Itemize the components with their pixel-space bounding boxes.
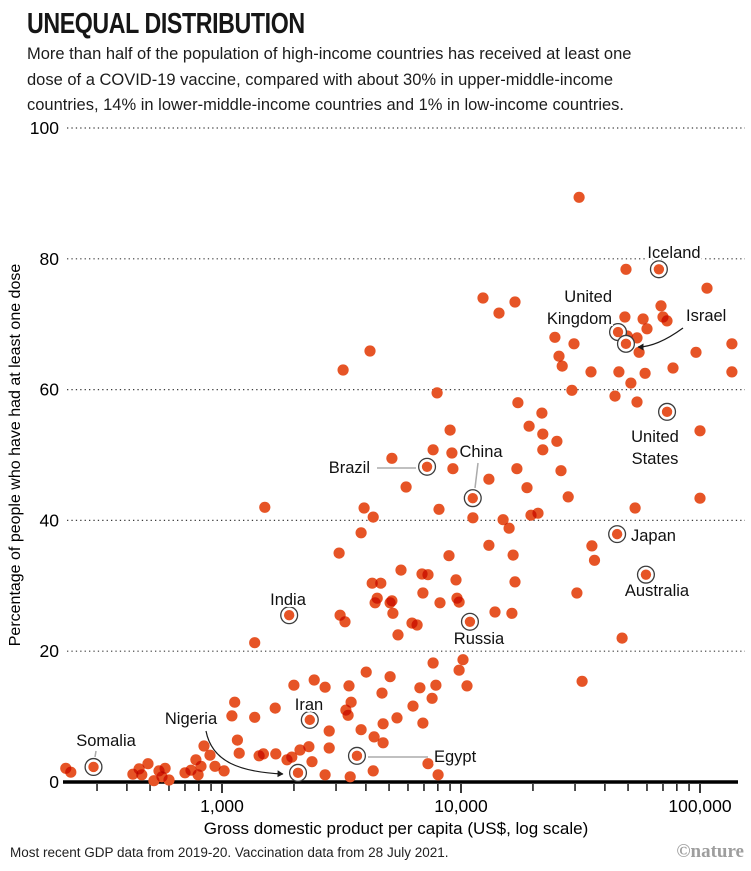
data-point — [428, 444, 439, 455]
data-point — [417, 718, 428, 729]
data-point — [445, 425, 456, 436]
data-point — [619, 311, 630, 322]
data-point — [160, 763, 171, 774]
data-point — [483, 474, 494, 485]
data-point — [613, 327, 623, 337]
data-point — [524, 421, 535, 432]
data-point — [387, 608, 398, 619]
data-point — [198, 740, 209, 751]
data-point — [447, 463, 458, 474]
data-point — [338, 364, 349, 375]
data-point — [270, 748, 281, 759]
data-point — [634, 347, 645, 358]
data-point — [585, 366, 596, 377]
data-point — [701, 283, 712, 294]
data-point — [506, 608, 517, 619]
data-point — [537, 444, 548, 455]
data-point — [726, 366, 737, 377]
data-point — [364, 345, 375, 356]
data-point — [334, 548, 345, 559]
data-point — [412, 619, 423, 630]
data-point — [204, 750, 215, 761]
data-point — [385, 671, 396, 682]
data-point — [640, 368, 651, 379]
country-label: China — [459, 443, 503, 461]
data-point — [258, 748, 269, 759]
data-point — [613, 366, 624, 377]
data-point — [422, 569, 433, 580]
data-point — [568, 338, 579, 349]
data-point — [537, 429, 548, 440]
data-point — [386, 453, 397, 464]
data-point — [504, 523, 515, 534]
labeled-points — [76, 244, 726, 781]
country-label: United — [564, 288, 612, 306]
data-point — [509, 296, 520, 307]
y-tick-label: 40 — [39, 510, 59, 531]
page-title: UNEQUAL DISTRIBUTION — [27, 8, 305, 40]
y-tick-label: 100 — [29, 118, 59, 138]
data-point — [375, 578, 386, 589]
data-point — [88, 762, 98, 772]
data-point — [136, 769, 147, 780]
data-point — [346, 697, 357, 708]
y-tick-label: 80 — [39, 248, 59, 269]
data-point — [655, 300, 666, 311]
data-point — [509, 576, 520, 587]
data-point — [320, 682, 331, 693]
data-point — [249, 637, 260, 648]
data-point — [345, 771, 356, 782]
data-point — [422, 758, 433, 769]
data-point — [378, 737, 389, 748]
country-label: Iran — [294, 696, 324, 714]
data-point — [309, 674, 320, 685]
data-point — [489, 606, 500, 617]
country-label: Iceland — [647, 244, 701, 262]
data-point — [589, 555, 600, 566]
data-point — [609, 391, 620, 402]
data-point — [356, 724, 367, 735]
data-point — [536, 408, 547, 419]
data-point — [641, 569, 651, 579]
data-point — [386, 595, 397, 606]
data-point — [549, 332, 560, 343]
data-point — [368, 511, 379, 522]
data-point — [249, 712, 260, 723]
data-point — [468, 493, 478, 503]
data-point — [343, 710, 354, 721]
data-point — [493, 308, 504, 319]
source-note: Most recent GDP data from 2019-20. Vaccination data from 28 July 2021. — [10, 845, 449, 860]
data-point — [339, 616, 350, 627]
data-point — [293, 768, 303, 778]
data-point — [511, 463, 522, 474]
country-label: Japan — [631, 527, 676, 545]
data-point — [401, 481, 412, 492]
data-point — [430, 680, 441, 691]
data-point — [563, 491, 574, 502]
data-point — [368, 765, 379, 776]
data-point — [586, 540, 597, 551]
data-point — [631, 396, 642, 407]
data-point — [654, 264, 664, 274]
data-point — [465, 617, 475, 627]
data-point — [343, 680, 354, 691]
data-point — [352, 751, 362, 761]
data-point — [694, 493, 705, 504]
data-point — [359, 502, 370, 513]
data-point — [555, 465, 566, 476]
data-point — [566, 385, 577, 396]
data-point — [428, 657, 439, 668]
data-point — [417, 587, 428, 598]
data-point — [454, 665, 465, 676]
data-point — [434, 597, 445, 608]
country-label: Australia — [624, 582, 690, 600]
y-tick-label: 0 — [49, 772, 59, 792]
data-point — [450, 574, 461, 585]
data-point — [483, 540, 494, 551]
data-point — [324, 742, 335, 753]
data-point — [574, 192, 585, 203]
data-point — [521, 482, 532, 493]
data-point — [507, 550, 518, 561]
data-point — [372, 593, 383, 604]
data-point — [433, 769, 444, 780]
data-point — [361, 667, 372, 678]
subtitle-line: countries, 14% in lower-middle-income countries and 1% in low-income countries. — [27, 96, 625, 114]
country-label: Kingdom — [546, 310, 612, 328]
x-tick-label: 1,000 — [200, 796, 244, 816]
data-point — [391, 712, 402, 723]
data-point — [662, 407, 672, 417]
data-point — [617, 633, 628, 644]
data-point — [446, 447, 457, 458]
data-point — [232, 735, 243, 746]
data-point — [571, 587, 582, 598]
country-label: Israel — [686, 307, 727, 325]
data-point — [638, 313, 649, 324]
data-point — [467, 512, 478, 523]
data-point — [726, 338, 737, 349]
data-point — [376, 688, 387, 699]
data-point — [551, 436, 562, 447]
data-point — [356, 527, 367, 538]
data-point — [284, 610, 294, 620]
data-point — [378, 718, 389, 729]
country-label: Egypt — [434, 748, 477, 766]
data-point — [259, 502, 270, 513]
data-point — [234, 748, 245, 759]
data-point — [661, 315, 672, 326]
data-point — [667, 362, 678, 373]
data-point — [229, 697, 240, 708]
data-point — [454, 597, 465, 608]
country-label: Brazil — [328, 459, 370, 477]
country-label: Russia — [453, 630, 505, 648]
x-tick-label: 100,000 — [668, 796, 732, 816]
data-point — [324, 725, 335, 736]
data-point — [288, 680, 299, 691]
data-point — [461, 680, 472, 691]
data-point — [577, 676, 588, 687]
label-connector — [95, 751, 96, 757]
data-point — [641, 323, 652, 334]
x-axis-label: Gross domestic product per capita (US$, log scale) — [203, 819, 589, 838]
data-point — [219, 765, 230, 776]
data-point — [195, 761, 206, 772]
data-point — [612, 529, 622, 539]
data-point — [270, 703, 281, 714]
country-label: India — [270, 591, 306, 609]
data-point — [625, 378, 636, 389]
data-point — [557, 361, 568, 372]
country-label: Somalia — [76, 732, 136, 750]
data-point — [457, 654, 468, 665]
data-point — [226, 710, 237, 721]
data-point — [443, 550, 454, 561]
country-label: States — [631, 450, 679, 468]
subtitle-line: dose of a COVID-19 vaccine, compared with about 30% in upper-middle-income — [27, 70, 614, 89]
data-point — [690, 347, 701, 358]
data-point — [422, 462, 432, 472]
data-points — [60, 192, 737, 787]
data-point — [427, 693, 438, 704]
data-point — [303, 741, 314, 752]
data-point — [395, 565, 406, 576]
y-tick-label: 20 — [39, 641, 59, 662]
data-point — [142, 758, 153, 769]
data-point — [65, 767, 76, 778]
x-tick-label: 10,000 — [434, 796, 488, 816]
country-label: Nigeria — [164, 710, 218, 728]
data-point — [553, 351, 564, 362]
data-point — [630, 502, 641, 513]
y-axis-label: Percentage of people who have had at least one dose — [7, 263, 24, 647]
data-point — [621, 339, 631, 349]
data-point — [407, 701, 418, 712]
data-point — [433, 504, 444, 515]
subtitle-line: More than half of the population of high-income countries has received at least one — [27, 45, 632, 63]
y-tick-label: 60 — [39, 379, 59, 400]
data-point — [694, 425, 705, 436]
data-point — [512, 397, 523, 408]
data-point — [432, 387, 443, 398]
data-point — [532, 508, 543, 519]
data-point — [477, 292, 488, 303]
data-point — [320, 769, 331, 780]
data-point — [392, 629, 403, 640]
data-point — [414, 682, 425, 693]
nature-logo: ©nature — [676, 841, 744, 862]
data-point — [306, 756, 317, 767]
data-point — [163, 774, 174, 785]
data-point — [620, 264, 631, 275]
label-connector — [475, 463, 478, 488]
country-label: United — [631, 428, 679, 446]
data-point — [305, 715, 315, 725]
